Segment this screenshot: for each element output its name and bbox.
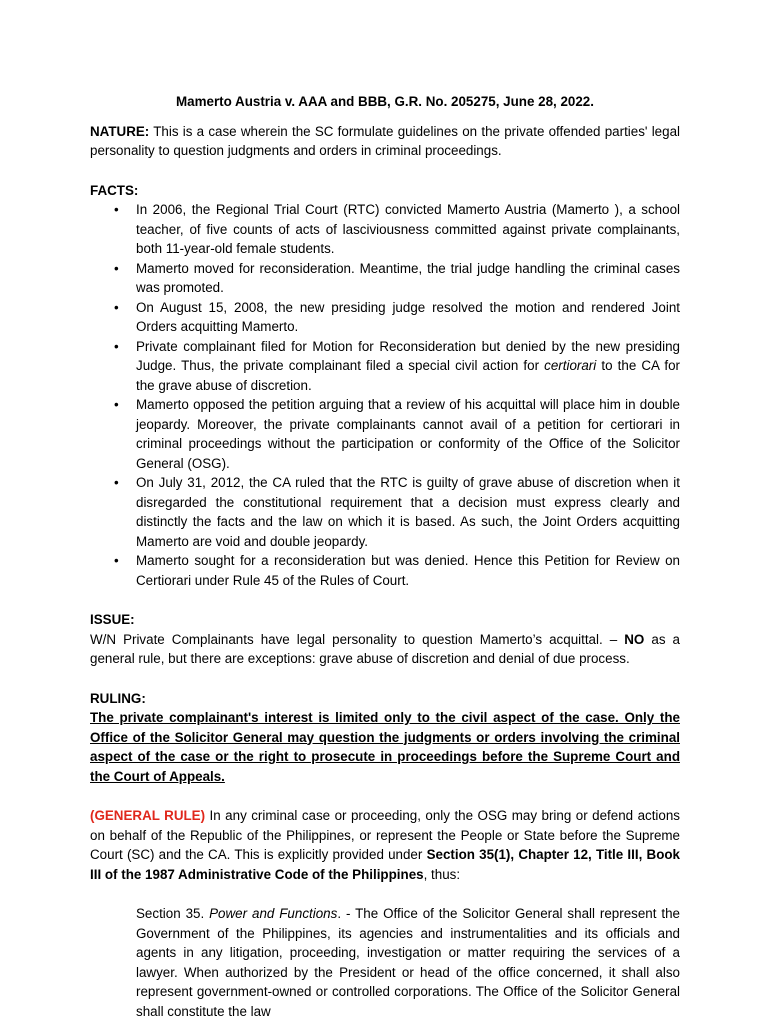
list-item: • Mamerto opposed the petition arguing that a review of his acquittal will place him in double jeopardy. Moreover, the private complainants cannot avail of a petition for certiorari in criminal proceedings without the participation or conformity of the Office of the Solicitor General (OSG).	[114, 397, 680, 471]
issue-label: ISSUE:	[90, 612, 135, 627]
bullet-icon: •	[114, 260, 119, 276]
quote-heading: Power and Functions	[209, 906, 338, 921]
general-rule-paragraph: (GENERAL RULE) In any criminal case or proceeding, only the OSG may bring or defend actions on behalf of the Republic of the Philippines, or represent the People or State before the Supreme Court (SC) and the CA. This is explicitly provided under Section 35(1), Chapter 12, Title III, Book III of the 1987 Administrative Code of the Philippines, thus:	[90, 808, 680, 882]
list-item: • On July 31, 2012, the CA ruled that the RTC is guilty of grave abuse of discretion when it disregarded the constitutional requirement that a decision must express clearly and distinctly the facts and the law on which it is based. As such, the Joint Orders acquitting Mamerto are void and double jeopardy.	[114, 475, 680, 549]
list-item: • Mamerto sought for a reconsideration but was denied. Hence this Petition for Review on Certiorari under Rule 45 of the Rules of Court.	[114, 553, 680, 588]
bullet-icon: •	[114, 475, 119, 490]
list-item: • On August 15, 2008, the new presiding judge resolved the motion and rendered Joint Orders acquitting Mamerto.	[114, 299, 680, 334]
quote-section-number: Section 35.	[136, 906, 205, 921]
quoted-section	[136, 904, 680, 1021]
ruling-paragraph: The private complainant's interest is limited only to the civil aspect of the case. Only the Office of the Solicitor General may question the judgments or orders involving the criminal aspect of the case or the right to prosecute in proceedings before the Supreme Court and the Court of Appeals.	[90, 710, 680, 784]
list-item: • Private complainant filed for Motion for Reconsideration but denied by the new presiding Judge. Thus, the private complainant filed a special civil action for certiorari to the CA for the grave abuse of discretion.	[114, 338, 680, 393]
nature-label: NATURE:	[90, 123, 150, 139]
nature-text: This is a case wherein the SC formulate guidelines on the private offended parties' legal personality to question judgments and orders in criminal proceedings.	[90, 123, 680, 158]
facts-list	[90, 200, 680, 590]
bullet-icon: •	[114, 553, 119, 568]
bullet-icon: •	[114, 338, 119, 354]
bullet-icon: •	[114, 202, 119, 217]
case-title: Mamerto Austria v. AAA and BBB, G.R. No. 205275, June 28, 2022.	[176, 94, 594, 109]
bullet-icon: •	[114, 299, 119, 315]
bullet-icon: •	[114, 397, 119, 412]
list-item: • Mamerto moved for reconsideration. Meantime, the trial judge handling the criminal cases was promoted.	[114, 260, 680, 295]
list-item: • In 2006, the Regional Trial Court (RTC) convicted Mamerto Austria (Mamerto ), a school teacher, of five counts of acts of lasciviousness committed against private complainants, both 11-year-old female students.	[114, 202, 680, 256]
ruling-label: RULING:	[90, 690, 146, 706]
nature-paragraph	[90, 122, 680, 161]
general-rule-tag: (GENERAL RULE)	[90, 808, 206, 823]
quote-text: . - The Office of the Solicitor General shall represent the Government of the Philippines, its agencies and instrumentalities and its officials and agents in any litigation, proceeding, investigation or matter requiring the services of a lawyer. When authorized by the President or head of the office concerned, it shall also represent government-owned or controlled corporations. The Office of the Solicitor General shall constitute the law	[136, 906, 680, 1019]
facts-label: FACTS:	[90, 182, 139, 198]
issue-paragraph: W/N Private Complainants have legal personality to question Mamerto’s acquittal. – NO as a general rule, but there are exceptions: grave abuse of discretion and denial of due process.	[90, 631, 681, 666]
